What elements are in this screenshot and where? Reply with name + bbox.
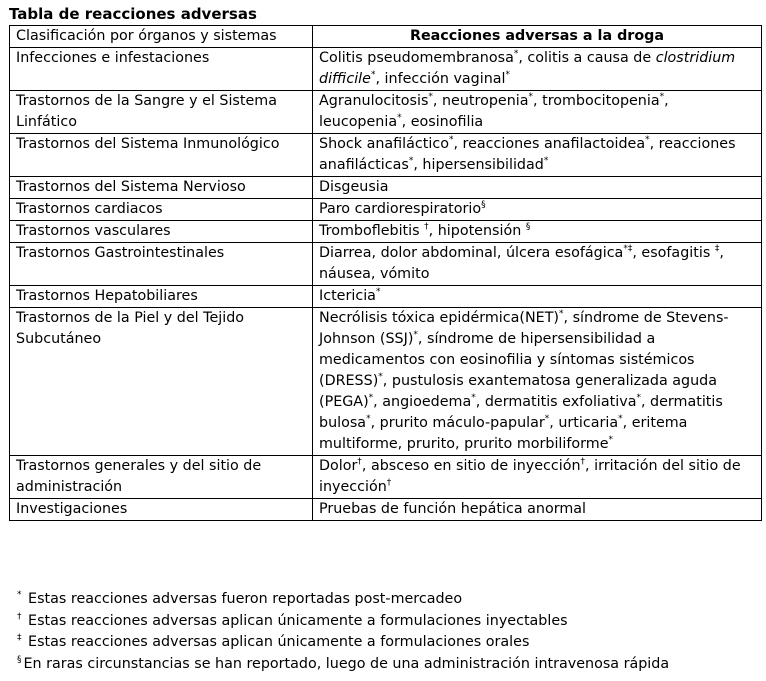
reaction-text: Necrólisis tóxica epidérmica(NET): [319, 310, 560, 326]
reaction-text: , síndrome de Stevens-Johnson (SSJ): [319, 310, 729, 347]
reaction-text: Diarrea, dolor abdominal, úlcera esofágica: [319, 245, 624, 261]
organ-class-cell: Trastornos vasculares: [10, 221, 313, 243]
reaction-text: , náusea, vómito: [319, 245, 724, 282]
reaction-text-italic: clostridium difficile: [319, 50, 736, 87]
table-row: [10, 308, 762, 456]
reaction-text: , dermatitis exfoliativa: [475, 394, 637, 410]
reaction-text: Dolor: [319, 458, 358, 474]
organ-class-cell: Trastornos del Sistema Inmunológico: [10, 134, 313, 177]
footnote-marker: §: [481, 200, 486, 210]
reaction-text: , absceso en sitio de inyección: [361, 458, 581, 474]
adverse-reactions-cell: [313, 499, 762, 521]
footnote-marker: †: [386, 478, 392, 488]
footnote-marker: *: [528, 92, 533, 102]
adverse-reactions-cell: [313, 286, 762, 308]
table-row: [10, 134, 762, 177]
reaction-text: Pruebas de función hepática anormal: [319, 501, 586, 517]
footnote-marker: ‡: [714, 244, 720, 254]
reaction-text: , prurito máculo-papular: [370, 415, 545, 431]
reaction-text: , neutropenia: [432, 93, 529, 109]
footnote-marker: *: [559, 309, 564, 319]
organ-class-cell: Trastornos del Sistema Nervioso: [10, 177, 313, 199]
footnote-marker: *: [368, 393, 374, 403]
organ-class-cell: Trastornos de la Sangre y el Sistema Linfático: [10, 91, 313, 134]
table-row: [10, 177, 762, 199]
footnote-marker: *: [375, 287, 381, 297]
table-title: Tabla de reacciones adversas: [9, 5, 257, 23]
footnote-marker: *: [659, 92, 665, 102]
reaction-text: Disgeusia: [319, 179, 389, 195]
reaction-text: Paro cardiorespiratorio: [319, 201, 482, 217]
footnote: [17, 632, 669, 654]
footnote-marker: *: [408, 156, 414, 166]
adverse-reactions-cell: [313, 91, 762, 134]
footnote-text: Estas reacciones adversas fueron reportadas post-mercadeo: [23, 591, 463, 607]
footnote-text: Estas reacciones adversas aplican únicamente a formulaciones orales: [23, 634, 530, 650]
reaction-text: , irritación del sitio de inyección: [319, 458, 741, 495]
adverse-reactions-cell: [313, 177, 762, 199]
footnote: [17, 589, 669, 611]
table-body: [10, 48, 762, 521]
footnote-marker: *: [645, 135, 650, 145]
reaction-text: , esofagitis: [632, 245, 715, 261]
footnote-marker: §: [525, 222, 531, 232]
footnote-symbol: *: [17, 590, 22, 600]
reaction-text: , eritema multiforme, prurito, prurito morbiliforme: [319, 415, 688, 452]
header-organ-class: Clasificación por órganos y sistemas: [10, 26, 313, 48]
adverse-reactions-table: [9, 25, 762, 521]
adverse-reactions-cell: [313, 221, 762, 243]
footnote-marker: *: [366, 414, 371, 424]
reaction-text: , angioedema: [373, 394, 472, 410]
footnote-marker: *: [448, 135, 454, 145]
organ-class-cell: Trastornos Hepatobiliares: [10, 286, 313, 308]
footnote-symbol: §: [17, 654, 22, 665]
footnote-marker: *: [636, 393, 641, 403]
footnote: [17, 654, 669, 676]
organ-class-cell: Trastornos de la Piel y del Tejido Subcutáneo: [10, 308, 313, 456]
footnote-marker: *: [471, 393, 476, 403]
footnote: [17, 611, 669, 633]
organ-class-cell: Trastornos cardiacos: [10, 199, 313, 221]
reaction-text: , dermatitis bulosa: [319, 394, 723, 431]
organ-class-cell: Trastornos Gastrointestinales: [10, 243, 313, 286]
reaction-text: , reacciones anafilácticas: [319, 136, 736, 173]
reaction-text: Agranulocitosis: [319, 93, 429, 109]
reaction-text: , leucopenia: [319, 93, 669, 130]
footnote-marker: *: [378, 372, 383, 382]
footnote-marker: *: [618, 414, 623, 424]
table-row: [10, 243, 762, 286]
reaction-text: , infección vaginal: [375, 71, 506, 87]
footnote-marker: *: [608, 435, 613, 445]
reaction-text: , trombocitopenia: [533, 93, 660, 109]
footnote-marker: *: [505, 70, 511, 80]
organ-class-cell: Investigaciones: [10, 499, 313, 521]
reaction-text: , colitis a causa de: [518, 50, 656, 66]
table-header-row: [10, 26, 762, 48]
reaction-text: , eosinofilia: [401, 114, 484, 130]
footnote-symbol: ‡: [17, 633, 22, 643]
reaction-text: , hipersensibilidad: [413, 157, 544, 173]
footnote-marker: *‡: [623, 244, 633, 254]
reaction-text: , pustulosis exantematosa generalizada aguda (PEGA): [319, 373, 717, 410]
footnote-marker: †: [424, 222, 429, 232]
adverse-reactions-cell: [313, 48, 762, 91]
reaction-text: Ictericia: [319, 288, 376, 304]
footnote-symbol: †: [17, 611, 22, 622]
footnote-marker: *: [543, 156, 549, 166]
reaction-text: , urticaria: [549, 415, 619, 431]
reaction-text: , hipotensión: [428, 223, 526, 239]
footnote-marker: †: [580, 457, 586, 467]
footnote-marker: †: [357, 457, 362, 467]
table-row: [10, 91, 762, 134]
reaction-text: Colitis pseudomembranosa: [319, 50, 514, 66]
footnote-marker: *: [397, 113, 402, 123]
footnotes: [17, 589, 669, 675]
footnote-marker: *: [544, 414, 550, 424]
reaction-text: , síndrome de hipersensibilidad a medicamentos con eosinofilia y síntomas sistémicos (DRESS): [319, 331, 695, 389]
reaction-text: , reacciones anafilactoidea: [453, 136, 646, 152]
table-row: [10, 48, 762, 91]
table-row: [10, 286, 762, 308]
adverse-reactions-cell: [313, 456, 762, 499]
organ-class-cell: Trastornos generales y del sitio de administración: [10, 456, 313, 499]
footnote-marker: *: [428, 92, 433, 102]
table-row: [10, 499, 762, 521]
organ-class-cell: Infecciones e infestaciones: [10, 48, 313, 91]
header-adverse-reactions: Reacciones adversas a la droga: [313, 26, 762, 48]
footnote-marker: *: [513, 49, 519, 59]
adverse-reactions-cell: [313, 199, 762, 221]
adverse-reactions-cell: [313, 243, 762, 286]
table-row: [10, 456, 762, 499]
adverse-reactions-cell: [313, 308, 762, 456]
footnote-text: En raras circunstancias se han reportado, luego de una administración intravenosa rápida: [23, 655, 670, 672]
table-row: [10, 199, 762, 221]
reaction-text: Shock anafiláctico: [319, 136, 449, 152]
reaction-text: Tromboflebitis: [319, 223, 425, 239]
table-row: [10, 221, 762, 243]
footnote-text: Estas reacciones adversas aplican únicamente a formulaciones inyectables: [23, 612, 568, 629]
footnote-marker: *: [370, 70, 376, 80]
adverse-reactions-cell: [313, 134, 762, 177]
footnote-marker: *: [413, 330, 418, 340]
